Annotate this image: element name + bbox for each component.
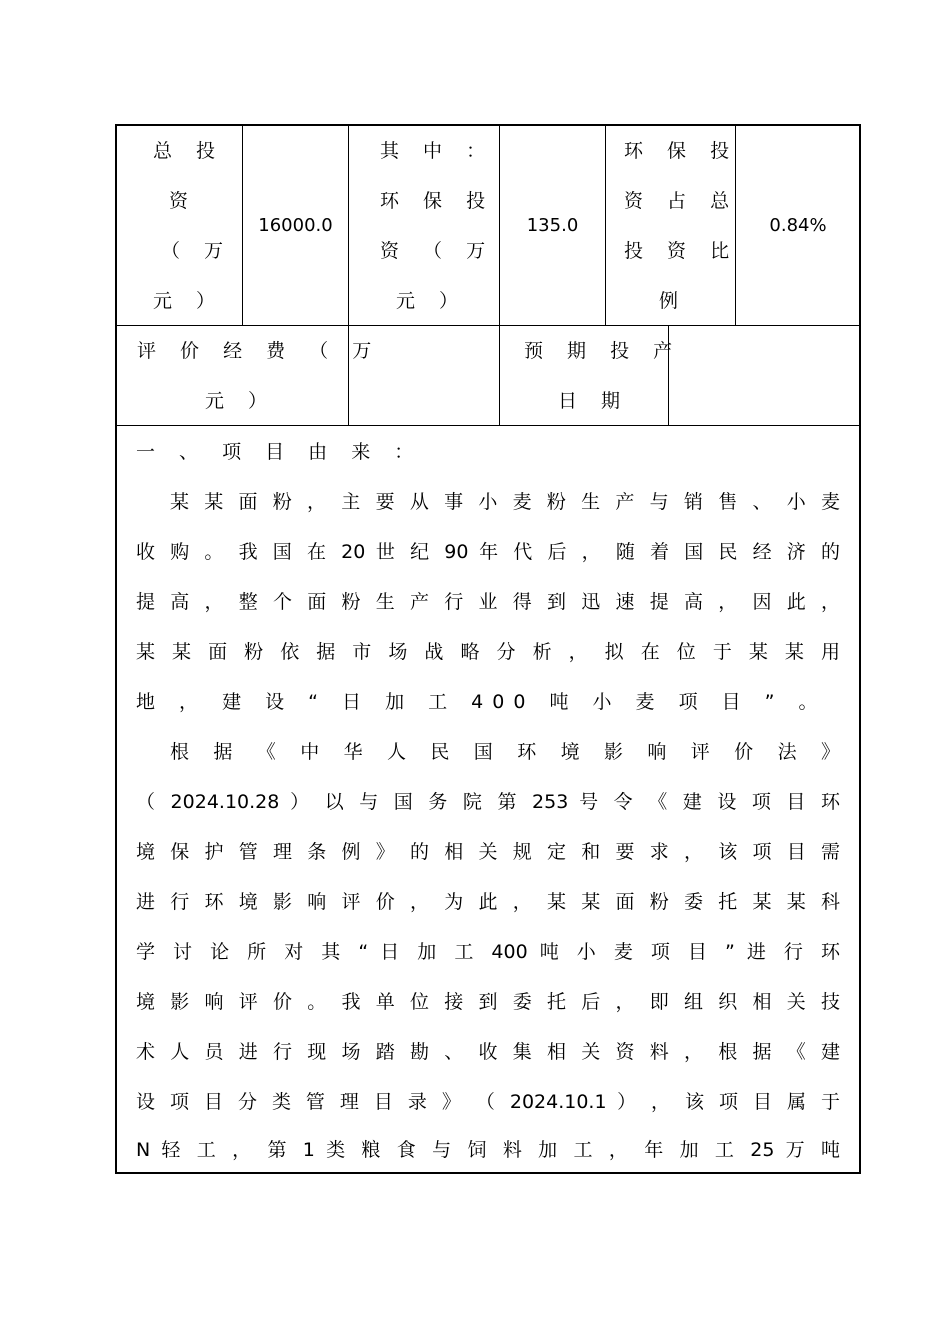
body-line: 学 讨 论 所 对 其 “ 日 加 工 400 吨 小 麦 项 目 ” 进 行 环	[136, 941, 840, 963]
body-line: 境 保 护 管 理 条 例 》 的 相 关 规 定 和 要 求 ， 该 项 目 需	[136, 841, 840, 863]
label-line: 预 期 投 产	[524, 339, 682, 362]
label-line: 资 （ 万	[380, 239, 495, 262]
total-investment-label	[117, 126, 242, 325]
body-line: 术 人 员 进 行 现 场 踏 勘 、 收 集 相 关 资 料 ， 根 据 《 建	[136, 1041, 840, 1063]
total-investment-value: 16000.0	[258, 215, 333, 236]
label-line: 元 ）	[396, 289, 468, 312]
body-line: （ 2024.10.28 ） 以 与 国 务 院 第 253 号 令 《 建 设 项 目 环	[136, 791, 840, 813]
body-line: 境 影 响 评 价 。 我 单 位 接 到 委 托 后 ， 即 组 织 相 关 技	[136, 991, 840, 1013]
env-investment-label	[349, 126, 499, 325]
label-line: 资 占 总	[624, 189, 739, 212]
expected-date-label	[500, 326, 682, 425]
eval-fee-value	[349, 326, 499, 425]
env-ratio-label	[606, 126, 739, 325]
env-ratio-value: 0.84%	[769, 215, 827, 236]
label-line: 日 期	[558, 389, 630, 412]
body-line: 收 购 。 我 国 在 20 世 纪 90 年 代 后 ， 随 着 国 民 经 济 的	[136, 541, 840, 563]
body-line: 某 某 面 粉 ， 主 要 从 事 小 麦 粉 生 产 与 销 售 、 小 麦	[170, 491, 840, 513]
body-line: 根 据 《 中 华 人 民 国 环 境 影 响 评 价 法 》	[170, 741, 840, 763]
label-line: 元 ）	[153, 289, 225, 312]
label-line: 元 ）	[205, 389, 277, 412]
expected-date-value	[669, 326, 860, 425]
label-line: 资	[169, 189, 198, 212]
label-line: 例	[659, 289, 688, 312]
body-line: 提 高 ， 整 个 面 粉 生 产 行 业 得 到 迅 速 提 高 ， 因 此 ，	[136, 591, 840, 613]
eval-fee-label	[117, 326, 381, 425]
label-line: 环 保 投	[624, 139, 739, 162]
label-line: 其 中 ：	[380, 139, 495, 162]
body-line: N 轻 工 ， 第 1 类 粮 食 与 饲 料 加 工 ， 年 加 工 25 万 吨	[136, 1139, 840, 1161]
section-heading: 一 、 项 目 由 来 ：	[136, 441, 423, 463]
label-line: 总 投	[153, 139, 225, 162]
body-line: 地 ， 建 设 “ 日 加 工 400 吨 小 麦 项 目 ” 。	[136, 691, 827, 713]
label-line: 环 保 投	[380, 189, 495, 212]
label-line: 投 资 比	[624, 239, 739, 262]
label-line: （ 万	[161, 239, 233, 262]
body-line: 设 项 目 分 类 管 理 目 录 》 （ 2024.10.1 ） ， 该 项 目 属 于	[136, 1091, 840, 1113]
env-investment-value: 135.0	[526, 215, 579, 236]
label-line: 评 价 经 费 （ 万	[137, 339, 381, 362]
body-line: 进 行 环 境 影 响 评 价 ， 为 此 ， 某 某 面 粉 委 托 某 某 科	[136, 891, 840, 913]
body-line: 某 某 面 粉 依 据 市 场 战 略 分 析 ， 拟 在 位 于 某 某 用	[136, 641, 840, 663]
